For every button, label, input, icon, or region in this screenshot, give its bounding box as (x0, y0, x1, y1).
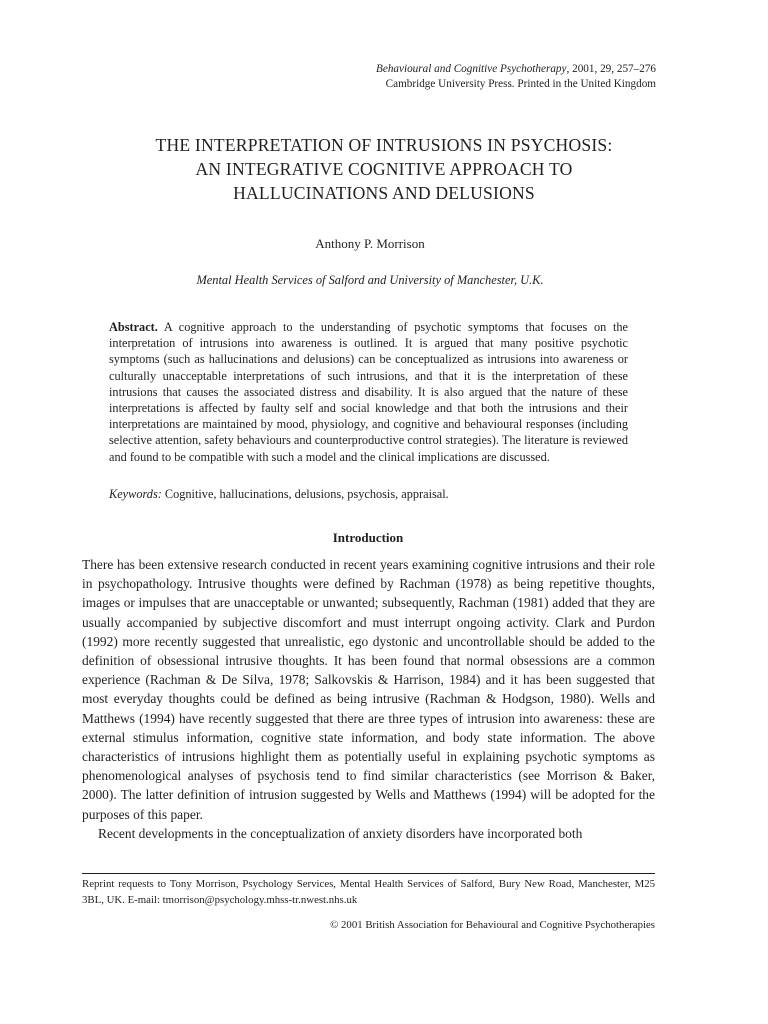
title-line: HALLUCINATIONS AND DELUSIONS (233, 183, 535, 203)
section-heading-introduction: Introduction (332, 530, 404, 545)
title-line: AN INTEGRATIVE COGNITIVE APPROACH TO (195, 159, 573, 179)
publisher-line: Cambridge University Press. Printed in the United Kingdom (385, 78, 656, 90)
abstract (109, 319, 628, 465)
abstract-text: A cognitive approach to the understanding of psychotic symptoms that focuses on the interpretation of intrusions into awareness is outlined. It is argued that many positive psychotic symptoms (such as hallucinations and delusions) can be conceptualized as intrusions into awareness or culturally unacceptable interpretations of such intrusions, and that it is the interpretation of these intrusions that causes the associated distress and disability. It is also argued that the nature of these interpretations is affected by faulty self and social knowledge and that both the intrusions and their interpretations are maintained by mood, physiology, and cognitive and behavioural responses (including selective attention, safety behaviours and counterproductive control strategies). The literature is reviewed and found to be compatible with such a model and the clinical implications are discussed. (109, 320, 628, 464)
keywords (109, 486, 649, 502)
volume-info: , 2001, 29, 257–276 (566, 63, 656, 75)
footnote-divider (82, 873, 655, 874)
journal-name: Behavioural and Cognitive Psychotherapy (376, 63, 567, 75)
title-line: THE INTERPRETATION OF INTRUSIONS IN PSYCHOSIS: (155, 135, 613, 155)
copyright-notice: © 2001 British Association for Behavioural and Cognitive Psychotherapies (330, 919, 655, 931)
paragraph: There has been extensive research conducted in recent years examining cognitive intrusions and their role in psychopathology. Intrusive thoughts were defined by Rachman (1978) as being repetitive thoughts, images or impulses that are unacceptable or unwanted; subsequently, Rachman (1981) added that they are usually accompanied by subjective discomfort and must interrupt ongoing activity. Clark and Purdon (1992) more recently suggested that unrealistic, ego dystonic and uncontrollable should be added to the definition of obsessional intrusive thoughts. It has been found that normal obsessions are a common experience (Rachman & De Silva, 1978; Salkovskis & Harrison, 1984) and it has been suggested that most everyday thoughts could be defined as being intrusive (Rachman & Hodgson, 1980). Wells and Matthews (1994) have recently suggested that there are three types of intrusion into awareness: these are external stimulus information, cognitive state information, and body state information. The above characteristics of intrusions highlight them as potentially useful in explaining psychotic symptoms as phenomenological analyses of psychosis tend to find similar characteristics (see Morrison & Baker, 2000). The latter definition of intrusion suggested by Wells and Matthews (1994) will be adopted for the purposes of this paper. (82, 557, 655, 822)
abstract-label: Abstract. (109, 320, 158, 334)
journal-header (376, 62, 656, 92)
paragraph: Recent developments in the conceptualization of anxiety disorders have incorporated both (98, 825, 583, 841)
reprint-footnote: Reprint requests to Tony Morrison, Psychology Services, Mental Health Services of Salford, Bury New Road, Manchester, M25 3BL, UK. E-mail: tmorrison@psychology.mhss-tr.nwest.nhs.uk (82, 878, 655, 906)
author-affiliation: Mental Health Services of Salford and University of Manchester, U.K. (196, 273, 544, 287)
body-text (82, 555, 655, 843)
keywords-text: Cognitive, hallucinations, delusions, psychosis, appraisal. (161, 487, 449, 501)
keywords-label: Keywords: (109, 487, 162, 501)
author-name: Anthony P. Morrison (315, 236, 425, 251)
article-title (60, 133, 708, 205)
journal-citation (376, 62, 656, 77)
